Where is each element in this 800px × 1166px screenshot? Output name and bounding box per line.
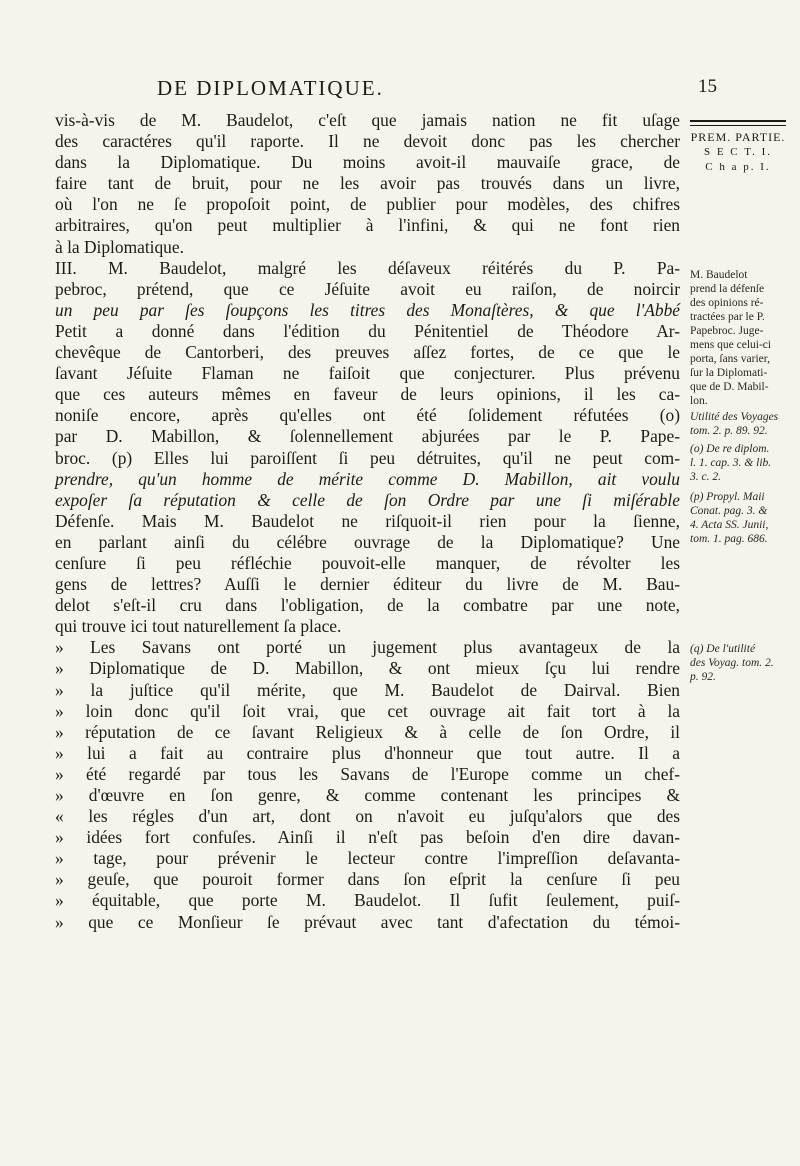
quote-line: » la juſtice qu'il mérite, que M. Baudelot de Dairval. Bien bbox=[55, 679, 680, 700]
side-note-line: Utilité des Voyages bbox=[690, 411, 779, 423]
side-note-line: lon. bbox=[690, 395, 708, 407]
side-note-line: ſur la Diplomati- bbox=[690, 367, 768, 379]
quote-line: » geuſe, que pouroit former dans ſon eſprit la cenſure ſi peu bbox=[55, 869, 680, 890]
text-line: qui trouve ici tout naturellement ſa place. bbox=[55, 616, 342, 637]
side-note-line: des Voyag. tom. 2. bbox=[690, 657, 774, 669]
running-head bbox=[62, 76, 717, 106]
text-line: noniſe encore, après qu'elles ont été ſolidement réfutées (o) bbox=[55, 405, 680, 426]
quote-line: » idées fort confuſes. Ainſi il n'eſt pas beſoin d'en dire davan- bbox=[55, 827, 680, 848]
text-line: vis-à-vis de M. Baudelot, c'eſt que jamais nation ne fit uſage bbox=[55, 110, 680, 130]
text-line: delot s'eſt-il cru dans l'obligation, de la combatre par une note, bbox=[55, 595, 680, 616]
quote-line: » Diplomatique de D. Mabillon, & ont mieux ſçu lui rendre bbox=[55, 658, 680, 679]
side-note-line: p. 92. bbox=[690, 671, 716, 683]
quote-line: » Les Savans ont porté un jugement plus avantageux de la bbox=[55, 637, 680, 658]
text-line: Défenſe. Mais M. Baudelot ne riſquoit-il rien pour la ſienne, bbox=[55, 510, 680, 531]
side-note-utilite bbox=[690, 410, 790, 438]
text-line: pebroc, prétend, que ce Jéſuite avoit eu raiſon, de noircir bbox=[55, 278, 680, 299]
side-note-line: (q) De l'utilité bbox=[690, 643, 756, 655]
quote-line: » lui a fait au contraire plus d'honneur que tout autre. Il a bbox=[55, 742, 680, 763]
quote-line: » que ce Monſieur ſe prévaut avec tant d'afectation du témoi- bbox=[55, 911, 680, 932]
footnote-p bbox=[690, 490, 790, 546]
quote-line: » loin donc qu'il ſoit vrai, que cet ouvrage ait fait tort à la bbox=[55, 700, 680, 721]
part-label: PREM. PARTIE. bbox=[690, 130, 786, 144]
chapter-label: C h a p. I. bbox=[705, 161, 771, 173]
side-note-line: Papebroc. Juge- bbox=[690, 325, 764, 337]
side-note-line: des opinions ré- bbox=[690, 297, 764, 309]
text-line: faire tant de bruit, pour ne les avoir pas trouvés dans un livre, bbox=[55, 173, 680, 194]
side-note-line: tractées par le P. bbox=[690, 311, 765, 323]
text-line: arbitraires, qu'on peut multiplier à l'infini, & qui ne font rien bbox=[55, 215, 680, 236]
quote-line: » tage, pour prévenir le lecteur contre l'impreſſion deſavanta- bbox=[55, 848, 680, 869]
side-note-line: (p) Propyl. Maii bbox=[690, 491, 765, 503]
text-line: dans la Diplomatique. Du moins avoit-il mauvaiſe grace, de bbox=[55, 152, 680, 173]
footnote-q bbox=[690, 642, 790, 684]
text-line: gens de lettres? Auſſi le dernier éditeur du livre de M. Bau- bbox=[55, 574, 680, 595]
text-line: par D. Mabillon, & ſolennellement abjurées par le P. Pape- bbox=[55, 426, 680, 447]
text-line: chevêque de Cantorberi, des preuves aſſez fortes, de ce que le bbox=[55, 342, 680, 363]
quote-line: » été regardé par tous les Savans de l'Europe comme un chef- bbox=[55, 763, 680, 784]
text-line: à la Diplomatique. bbox=[55, 236, 184, 257]
side-note-line: mens que celui-ci bbox=[690, 339, 772, 351]
text-line: en parlant ainſi du célébre ouvrage de la Diplomatique? Une bbox=[55, 531, 680, 552]
side-note-line: M. Baudelot bbox=[690, 269, 748, 281]
footnote-o bbox=[690, 442, 790, 484]
side-note-line: 3. c. 2. bbox=[690, 471, 721, 483]
text-line: Petit a donné dans l'édition du Pénitentiel de Théodore Ar- bbox=[55, 320, 680, 341]
side-note-line: tom. 1. pag. 686. bbox=[690, 533, 768, 545]
side-note-line: l. 1. cap. 3. & lib. bbox=[690, 457, 772, 469]
quote-line: » d'œuvre en ſon genre, & comme contenant les principes & bbox=[55, 785, 680, 805]
page-number: 15 bbox=[698, 76, 717, 97]
quote-line: » équitable, que porte M. Baudelot. Il ſufit ſeulement, puiſ- bbox=[55, 890, 680, 911]
side-note-baudelot bbox=[690, 268, 790, 408]
section-marginal-heading bbox=[690, 120, 786, 175]
side-note-line: prend la défenſe bbox=[690, 283, 765, 295]
quote-line: « les régles d'un art, dont on n'avoit eu juſqu'alors que des bbox=[55, 806, 680, 827]
text-line: prendre, qu'un homme de mérite comme D. Mabillon, ait voulu bbox=[55, 468, 680, 489]
main-text bbox=[55, 110, 680, 933]
side-note-line: 4. Acta SS. Junii, bbox=[690, 519, 769, 531]
side-note-line: (o) De re diplom. bbox=[690, 443, 770, 455]
text-line: que ces auteurs mêmes en faveur de leurs opinions, il les ca- bbox=[55, 384, 680, 405]
text-line: où l'on ne ſe propoſoit point, de publier pour modèles, des chifres bbox=[55, 194, 680, 215]
side-note-line: tom. 2. p. 89. 92. bbox=[690, 425, 768, 437]
side-note-line: Conat. pag. 3. & bbox=[690, 505, 768, 517]
text-line: des caractéres qu'il raporte. Il ne devoit donc pas les chercher bbox=[55, 131, 680, 152]
section-label: S E C T. I. bbox=[703, 146, 773, 158]
text-line: ſavant Jéſuite Flaman ne faiſoit que conjecturer. Plus prévenu bbox=[55, 363, 680, 384]
text-line: cenſure ſi peu réfléchie pouvoit-elle manquer, de révolter les bbox=[55, 552, 680, 573]
double-rule bbox=[690, 120, 786, 122]
running-title: DE DIPLOMATIQUE. bbox=[157, 76, 384, 100]
text-line: III. M. Baudelot, malgré les déſaveux réitérés du P. Pa- bbox=[55, 257, 680, 278]
side-note-line: que de D. Mabil- bbox=[690, 381, 769, 393]
quote-line: » réputation de ce ſavant Religieux & à celle de ſon Ordre, il bbox=[55, 721, 680, 742]
side-note-line: porta, ſans varier, bbox=[690, 353, 771, 365]
double-rule-thin bbox=[690, 125, 786, 126]
text-line: broc. (p) Elles lui paroiſſent ſi peu détruites, qu'il ne peut com- bbox=[55, 447, 680, 468]
text-line: expoſer ſa réputation & celle de ſon Ordre par une ſi miſérable bbox=[55, 489, 680, 510]
text-line: un peu par ſes ſoupçons les titres des Monaſtères, & que l'Abbé bbox=[55, 299, 680, 320]
